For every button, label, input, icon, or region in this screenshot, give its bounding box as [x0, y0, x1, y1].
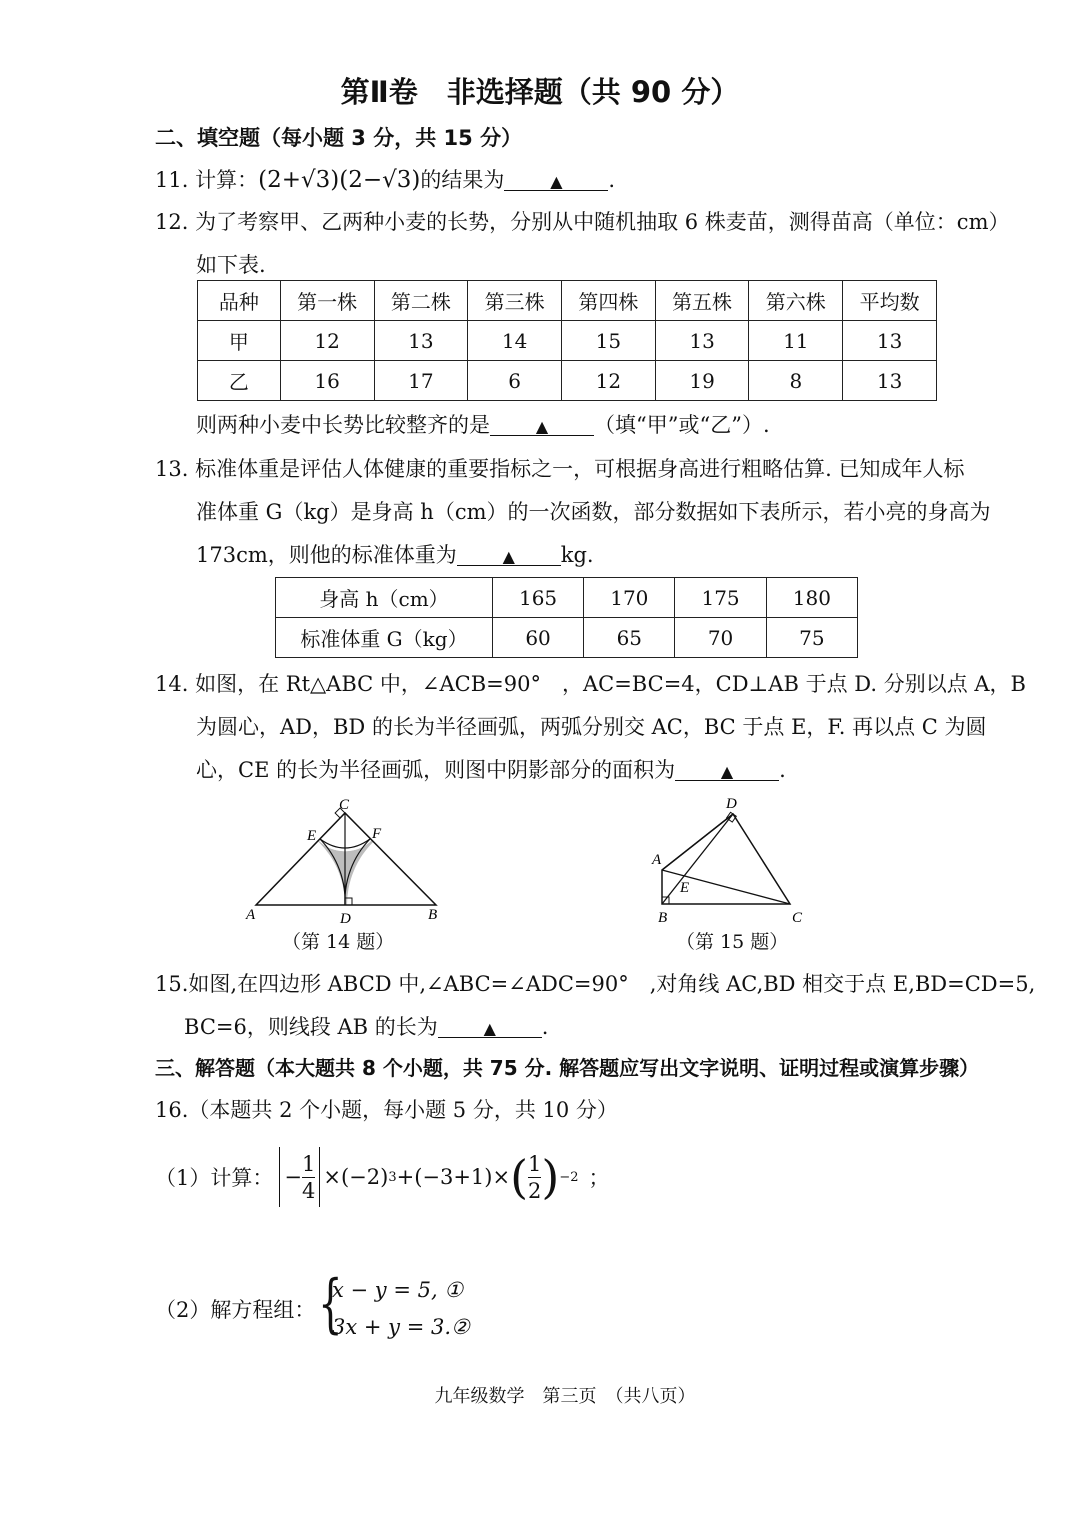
- section-3-heading: 三、解答题（本大题共 8 个小题，共 75 分. 解答题应写出文字说明、证明过程或演算步骤）: [155, 1056, 980, 1080]
- table-header-cell: 平均数: [843, 281, 937, 321]
- q12-after: [196, 411, 770, 439]
- answer-blank[interactable]: [490, 411, 594, 436]
- q14-text-2: 为圆心，AD，BD 的长为半径画弧，两弧分别交 AC，BC 于点 E，F. 再以点 C 为圆: [196, 715, 987, 739]
- table-cell: 180: [766, 578, 857, 618]
- figure-14-caption: （第 14 题）: [282, 931, 395, 953]
- table-cell: 标准体重 G（kg）: [276, 618, 493, 658]
- q13-table: [275, 577, 858, 658]
- table-cell: 170: [584, 578, 675, 618]
- absolute-value: [279, 1147, 320, 1207]
- table-header-cell: 第五株: [655, 281, 749, 321]
- answer-blank[interactable]: [457, 541, 561, 566]
- q12-table: [197, 280, 937, 401]
- table-cell: 13: [843, 361, 937, 401]
- label-A: A: [246, 907, 256, 923]
- answer-triangle-icon: ▲: [483, 1019, 496, 1038]
- q16-part1: [155, 1145, 610, 1209]
- table-cell: 75: [766, 618, 857, 658]
- table-cell: 13: [374, 321, 468, 361]
- label-C: C: [792, 910, 803, 926]
- question-12-line1: [155, 208, 1009, 236]
- numerator: 1: [528, 1151, 542, 1176]
- q16-p2-label: （2）解方程组：: [155, 1298, 316, 1322]
- label-B: B: [428, 907, 438, 923]
- question-14-line1: [155, 670, 1026, 698]
- table-cell: 身高 h（cm）: [276, 578, 493, 618]
- figure-15: [640, 792, 820, 932]
- figure-15-caption: （第 15 题）: [676, 931, 789, 953]
- q12-text-2: 如下表.: [196, 253, 266, 277]
- numerator: 1: [301, 1151, 316, 1176]
- q11-expression: (2+√3)(2−√3): [258, 167, 421, 193]
- table-header-cell: 第六株: [749, 281, 843, 321]
- answer-blank[interactable]: [675, 756, 779, 781]
- q14-end: .: [779, 758, 786, 782]
- question-number: 13.: [155, 457, 189, 481]
- table-row: [276, 578, 858, 618]
- table-cell: 8: [749, 361, 843, 401]
- q13-text-1: 标准体重是评估人体健康的重要指标之一，可根据身高进行粗略估算. 已知成年人标: [195, 457, 965, 481]
- q13-unit: kg.: [560, 543, 594, 567]
- label-E: E: [307, 828, 317, 844]
- label-D: D: [340, 911, 351, 927]
- table-header-cell: 第三株: [468, 281, 562, 321]
- question-15-line1: [155, 970, 1035, 998]
- question-number: 14.: [155, 672, 189, 696]
- table-cell: 16: [280, 361, 374, 401]
- question-number: 15.: [155, 972, 189, 996]
- section-2-heading: 二、填空题（每小题 3 分，共 15 分）: [155, 126, 523, 150]
- page-title: 第Ⅱ卷 非选择题（共 90 分）: [340, 75, 740, 109]
- answer-triangle-icon: ▲: [720, 762, 734, 781]
- table-row: [198, 321, 937, 361]
- expr-end: ；: [588, 1166, 610, 1190]
- q13-line3: [196, 541, 594, 569]
- table-header-cell: 第一株: [280, 281, 374, 321]
- table-cell: 14: [468, 321, 562, 361]
- expr-mid: +(−3+1)×: [396, 1165, 511, 1189]
- table-cell: 15: [561, 321, 655, 361]
- table-header-row: [198, 281, 937, 321]
- table-cell: 甲: [198, 321, 281, 361]
- q16-header: 16.（本题共 2 个小题，每小题 5 分，共 10 分）: [155, 1098, 618, 1122]
- q14-line3: [196, 756, 786, 784]
- minus-sign: −: [284, 1165, 302, 1189]
- q15-text-1: 如图,在四边形 ABCD 中,∠ABC=∠ADC=90° ,对角线 AC,BD 相交于点 E,BD=CD=5,: [188, 972, 1036, 996]
- q13-text-3: 173cm，则他的标准体重为: [196, 543, 457, 567]
- q16-p1-label: （1）计算：: [155, 1166, 274, 1190]
- label-D: D: [726, 796, 737, 812]
- denominator: 2: [528, 1178, 542, 1203]
- equation-1: x − y = 5, ①: [332, 1278, 464, 1302]
- q15-text-2: BC=6，则线段 AB 的长为: [184, 1015, 438, 1039]
- left-paren: (: [510, 1150, 529, 1204]
- table-header-cell: 第四株: [561, 281, 655, 321]
- q11-suffix: 的结果为: [420, 168, 505, 192]
- q12-after-end: （填“甲”或“乙”）.: [594, 413, 770, 437]
- fraction-one-quarter: [302, 1151, 315, 1204]
- table-row: [276, 618, 858, 658]
- equation-2: 3x + y = 3.②: [332, 1315, 470, 1339]
- answer-triangle-icon: ▲: [502, 547, 515, 566]
- denominator: 4: [301, 1178, 316, 1203]
- q11-end: .: [608, 168, 616, 192]
- table-cell: 70: [675, 618, 766, 658]
- table-cell: 175: [675, 578, 766, 618]
- label-B: B: [658, 910, 668, 926]
- answer-blank[interactable]: [438, 1013, 542, 1038]
- q15-end: .: [541, 1015, 549, 1039]
- table-cell: 165: [492, 578, 583, 618]
- left-brace: {: [318, 1267, 343, 1341]
- table-cell: 12: [280, 321, 374, 361]
- question-13-line1: [155, 455, 964, 483]
- table-cell: 17: [374, 361, 468, 401]
- answer-blank[interactable]: [504, 166, 608, 191]
- right-paren: ): [541, 1150, 560, 1204]
- q12-text-1: 为了考察甲、乙两种小麦的长势，分别从中随机抽取 6 株麦苗，测得苗高（单位：cm）: [195, 210, 1010, 234]
- table-cell: 13: [655, 321, 749, 361]
- q13-text-2: 准体重 G（kg）是身高 h（cm）的一次函数，部分数据如下表所示，若小亮的身高为: [196, 500, 991, 524]
- question-number: 11.: [155, 168, 189, 192]
- q14-text-3: 心，CE 的长为半径画弧，则图中阴影部分的面积为: [196, 758, 676, 782]
- table-cell: 13: [843, 321, 937, 361]
- question-number: 12.: [155, 210, 189, 234]
- question-11: [155, 166, 615, 194]
- table-cell: 19: [655, 361, 749, 401]
- label-F: F: [372, 826, 382, 842]
- label-E: E: [680, 880, 690, 896]
- table-cell: 60: [492, 618, 583, 658]
- table-header-cell: 第二株: [374, 281, 468, 321]
- table-cell: 12: [561, 361, 655, 401]
- answer-triangle-icon: ▲: [550, 172, 563, 191]
- exponent-minus2: −2: [559, 1169, 579, 1185]
- answer-triangle-icon: ▲: [535, 417, 549, 436]
- table-cell: 6: [468, 361, 562, 401]
- fraction-one-half: [528, 1151, 541, 1204]
- table-cell: 65: [584, 618, 675, 658]
- table-cell: 乙: [198, 361, 281, 401]
- q15-line2: [184, 1013, 548, 1041]
- table-row: [198, 361, 937, 401]
- table-cell: 11: [749, 321, 843, 361]
- q14-text-1: 如图，在 Rt△ABC 中，∠ACB=90° ，AC=BC=4，CD⊥AB 于点 D. 分别以点 A，B: [195, 672, 1026, 696]
- figure-14: [240, 795, 460, 930]
- q12-after-text: 则两种小麦中长势比较整齐的是: [196, 413, 490, 437]
- label-A: A: [652, 852, 662, 868]
- q11-prefix: 计算：: [195, 168, 259, 192]
- label-C: C: [339, 797, 350, 813]
- expr-times-minus2: ×(−2): [323, 1165, 389, 1189]
- page-footer: 九年级数学 第三页 （共八页）: [434, 1386, 696, 1407]
- exponent-3: 3: [388, 1169, 397, 1185]
- table-header-cell: 品种: [198, 281, 281, 321]
